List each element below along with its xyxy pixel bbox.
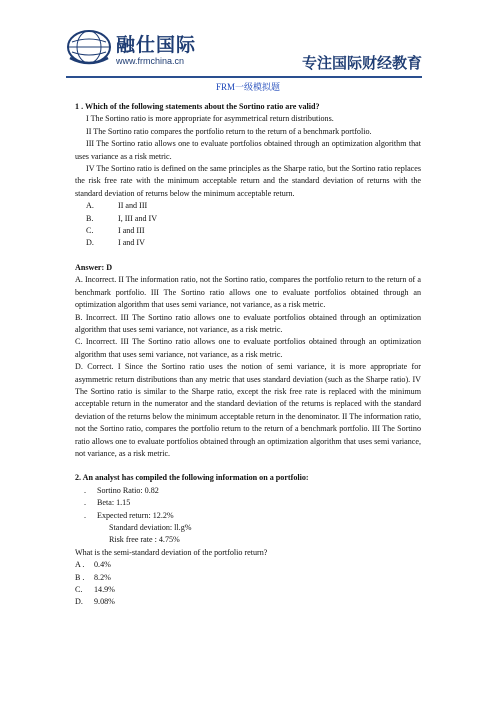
info-item: Standard deviation: ll.g% (109, 523, 192, 532)
answer-label: Answer: D (75, 262, 113, 272)
explanation: D. Correct. I Since the Sortino ratio uses the notion of semi variance, it is more appropriate for asymmetric return distributions than any metric that uses standard deviation (such as the Sharpe ratio). IV The Sortino ratio is similar to the Sharpe ratio, except the risk free rate is replaced with the minimum acceptable return in the numerator and the standard deviation of the returns is replaced with the standard deviation of the returns below the minimum acceptable return in the denominator. II The information ratio, not the Sortino ratio, compares the portfolio return to the return of a benchmark portfolio. III The Sortino ratio allows one to evaluate portfolios obtained through an optimization algorithm that uses semi variance, not variance, as a risk metric. (75, 362, 421, 458)
explanation: A. Incorrect. II The information ratio, not the Sortino ratio, compares the portfolio return to the return of a benchmark portfolio. III The Sortino ratio allows one to evaluate portfolios obtained through an optimization algorithm that uses semi variance, not variance, as a risk metric. (75, 275, 421, 310)
info-item: Risk free rate : 4.75% (109, 535, 180, 545)
option: D. 9.08% (75, 597, 115, 607)
option: B. I, III and IV (86, 213, 158, 223)
info-item: . Beta: 1.15 (84, 498, 131, 508)
option: A . 0.4% (75, 560, 111, 570)
header-slogan: 专注国际财经教育 (301, 54, 422, 72)
option: C. 14.9% (75, 585, 115, 595)
logo-name: 融仕国际 (116, 34, 197, 56)
info-item: . Sortino Ratio: 0.82 (84, 485, 159, 495)
option: D. I and IV (86, 238, 145, 248)
statement: IV The Sortino ratio is defined on the same principles as the Sharpe ratio, but the Sortino ratio replaces the risk free rate with the minimum acceptable return and the standard deviation of returns with the standard deviation of returns below the minimum acceptable return. (75, 164, 421, 198)
info-item: . Expected return: 12.2% (84, 510, 174, 520)
logo-url: www.frmchina.cn (116, 56, 185, 66)
question-2: 2. An analyst has compiled the following information on a portfolio: (75, 473, 309, 483)
document-body (75, 101, 421, 609)
brand-logo (66, 26, 216, 72)
option: A. II and III (86, 201, 148, 211)
statement: III The Sortino ratio allows one to evaluate portfolios obtained through an optimization algorithm that uses variance as a risk metric. (75, 139, 421, 161)
globe-emblem-icon (66, 28, 112, 66)
document-title: FRM一级模拟题 (215, 82, 280, 92)
header-divider (66, 76, 422, 78)
option: C. I and III (86, 226, 145, 236)
question-1: 1 . Which of the following statements about the Sortino ratio are valid? (75, 102, 320, 111)
question-prompt: What is the semi-standard deviation of the portfolio return? (75, 547, 268, 557)
statement: I The Sortino ratio is more appropriate for asymmetrical return distributions. (86, 114, 334, 124)
page-header (0, 0, 496, 84)
statement: II The Sortino ratio compares the portfolio return to the return of a benchmark portfolio. (86, 126, 372, 136)
explanation: B. Incorrect. III The Sortino ratio allows one to evaluate portfolios obtained through an optimization algorithm that uses semi variance, not variance, as a risk metric. (75, 312, 421, 334)
option: B . 8.2% (75, 572, 111, 582)
explanation: C. Incorrect. III The Sortino ratio allows one to evaluate portfolios obtained through an optimization algorithm that uses semi variance, not variance, as a risk metric. (75, 337, 421, 359)
